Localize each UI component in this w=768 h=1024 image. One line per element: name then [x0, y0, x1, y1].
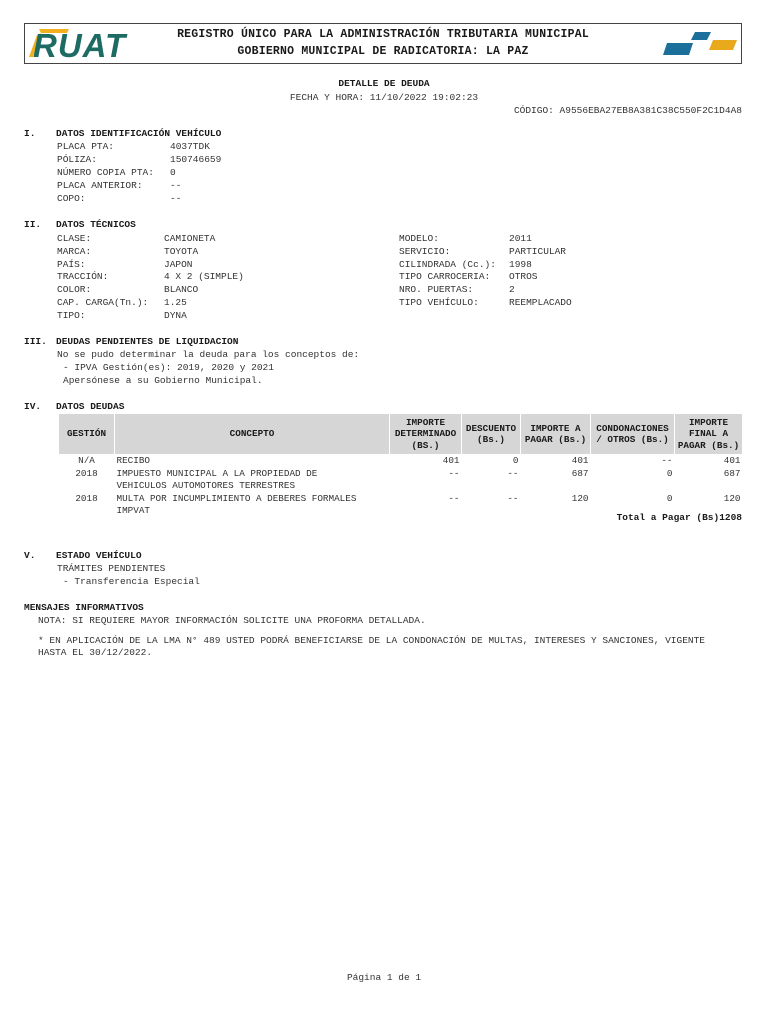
field-label: TRACCIÓN: [57, 271, 109, 282]
cell-condonaciones: 0 [666, 467, 673, 479]
field-label: TIPO: [57, 310, 86, 321]
messages-notice-line2: HASTA EL 30/12/2022. [38, 647, 153, 658]
section4-title: DATOS DEUDAS [56, 401, 125, 412]
header-importe-pagar: IMPORTE A PAGAR (Bs.) [521, 414, 591, 455]
field-label: PAÍS: [57, 259, 86, 270]
field-value: BLANCO [164, 284, 199, 295]
section2-title: DATOS TÉCNICOS [56, 219, 136, 230]
vehicle-status-line: TRÁMITES PENDIENTES [57, 563, 166, 574]
document-header [24, 23, 742, 64]
debts-table [58, 413, 743, 518]
messages-title: MENSAJES INFORMATIVOS [24, 602, 144, 613]
field-value: JAPON [164, 259, 193, 270]
field-label: MODELO: [399, 233, 439, 244]
cell-importe-pagar: 120 [571, 492, 589, 504]
field-label: COLOR: [57, 284, 92, 295]
header-gestion: GESTIÓN [59, 414, 115, 455]
field-label: CLASE: [57, 233, 92, 244]
field-value: 0 [170, 167, 176, 178]
document-code: CÓDIGO: A9556EBA27EB8A381C38C550F2C1D4A8 [513, 105, 742, 116]
document-title: DETALLE DE DEUDA [338, 78, 430, 89]
messages-note: NOTA: SI REQUIERE MAYOR INFORMACIÓN SOLICITE UNA PROFORMA DETALLADA. [38, 615, 426, 626]
document-datetime: FECHA Y HORA: 11/10/2022 19:02:23 [289, 92, 479, 103]
field-value: 2 [509, 284, 515, 295]
section3-number: III. [24, 336, 47, 347]
cell-descuento: -- [507, 492, 519, 504]
field-label: TIPO CARROCERIA: [399, 271, 491, 282]
section1-title: DATOS IDENTIFICACIÓN VEHÍCULO [56, 128, 222, 139]
cell-concepto: RECIBO [116, 455, 150, 466]
field-value: 2011 [509, 233, 532, 244]
cell-gestion: N/A [78, 455, 95, 466]
field-value: -- [170, 193, 182, 204]
section1-number: I. [24, 128, 36, 139]
table-header-row [59, 414, 743, 455]
cell-descuento: -- [507, 467, 519, 479]
page-number: Página 1 de 1 [346, 972, 422, 983]
cell-condonaciones: -- [661, 455, 673, 466]
total-label: Total a Pagar (Bs) [616, 512, 720, 523]
field-label: TIPO VEHÍCULO: [399, 297, 479, 308]
cell-importe-determinado: -- [448, 467, 460, 479]
cell-importe-final: 401 [723, 455, 741, 466]
cell-concepto: MULTA POR INCUMPLIMIENTO A DEBERES FORMALES IMPVAT [116, 492, 357, 516]
vehicle-status-line: - Transferencia Especial [63, 576, 200, 587]
field-label: PÓLIZA: [57, 154, 97, 165]
flag-emblem-icon [661, 29, 739, 59]
header-concepto: CONCEPTO [115, 414, 390, 455]
pending-debt-line: No se pudo determinar la deuda para los conceptos de: [57, 349, 360, 360]
logo-text: RUAT [33, 27, 127, 61]
total-to-pay [617, 512, 742, 525]
field-value: 4 X 2 (SIMPLE) [164, 271, 244, 282]
cell-gestion: 2018 [75, 467, 98, 479]
field-label: NÚMERO COPIA PTA: [57, 167, 154, 178]
field-value: PARTICULAR [509, 246, 567, 257]
field-label: COPO: [57, 193, 86, 204]
field-value: TOYOTA [164, 246, 199, 257]
field-value: -- [170, 180, 182, 191]
field-value: 150746659 [170, 154, 222, 165]
section3-title: DEUDAS PENDIENTES DE LIQUIDACION [56, 336, 239, 347]
section2-number: II. [24, 219, 42, 230]
messages-notice-line1: * EN APLICACIÓN DE LA LMA N° 489 USTED PODRÁ BENEFICIARSE DE LA CONDONACIÓN DE MULTAS, INTERESES Y SANCIONES, VIGENTE [38, 635, 706, 646]
field-label: CAP. CARGA(Tn.): [57, 297, 149, 308]
cell-concepto: IMPUESTO MUNICIPAL A LA PROPIEDAD DE VEHICULOS AUTOMOTORES TERRESTRES [116, 467, 318, 491]
header-title-line2: GOBIERNO MUNICIPAL DE RADICATORIA: LA PAZ [237, 45, 529, 58]
pending-debt-line: Apersónese a su Gobierno Municipal. [63, 375, 263, 386]
field-label: PLACA PTA: [57, 141, 115, 152]
field-value: 1998 [509, 259, 532, 270]
total-value: 1208 [719, 512, 742, 523]
field-label: MARCA: [57, 246, 92, 257]
field-label: SERVICIO: [399, 246, 451, 257]
field-label: NRO. PUERTAS: [399, 284, 474, 295]
field-value: 1.25 [164, 297, 187, 308]
field-value: OTROS [509, 271, 538, 282]
cell-importe-pagar: 687 [571, 467, 589, 479]
field-label: PLACA ANTERIOR: [57, 180, 143, 191]
cell-importe-final: 120 [723, 492, 741, 504]
section4-number: IV. [24, 401, 42, 412]
header-descuento: DESCUENTO (Bs.) [462, 414, 521, 455]
header-importe-determinado: IMPORTE DETERMINADO (BS.) [390, 414, 462, 455]
cell-importe-pagar: 401 [571, 455, 589, 466]
header-condonaciones: CONDONACIONES / OTROS (Bs.) [591, 414, 675, 455]
pending-debt-line: - IPVA Gestión(es): 2019, 2020 y 2021 [63, 362, 274, 373]
section5-number: V. [24, 550, 36, 561]
table-row [59, 468, 743, 493]
cell-condonaciones: 0 [666, 492, 673, 504]
field-value: DYNA [164, 310, 187, 321]
header-title-line1: REGISTRO ÚNICO PARA LA ADMINISTRACIÓN TRIBUTARIA MUNICIPAL [177, 28, 589, 41]
section5-title: ESTADO VEHÍCULO [56, 550, 142, 561]
cell-importe-determinado: 401 [442, 455, 460, 466]
field-value: CAMIONETA [164, 233, 216, 244]
field-value: REEMPLACADO [509, 297, 572, 308]
field-value: 4037TDK [170, 141, 210, 152]
cell-descuento: 0 [512, 455, 519, 466]
field-label: CILINDRADA (Cc.): [399, 259, 496, 270]
cell-importe-final: 687 [723, 467, 741, 479]
table-row [59, 455, 743, 468]
header-importe-final: IMPORTE FINAL A PAGAR (Bs.) [675, 414, 743, 455]
cell-gestion: 2018 [75, 492, 98, 504]
cell-importe-determinado: -- [448, 492, 460, 504]
